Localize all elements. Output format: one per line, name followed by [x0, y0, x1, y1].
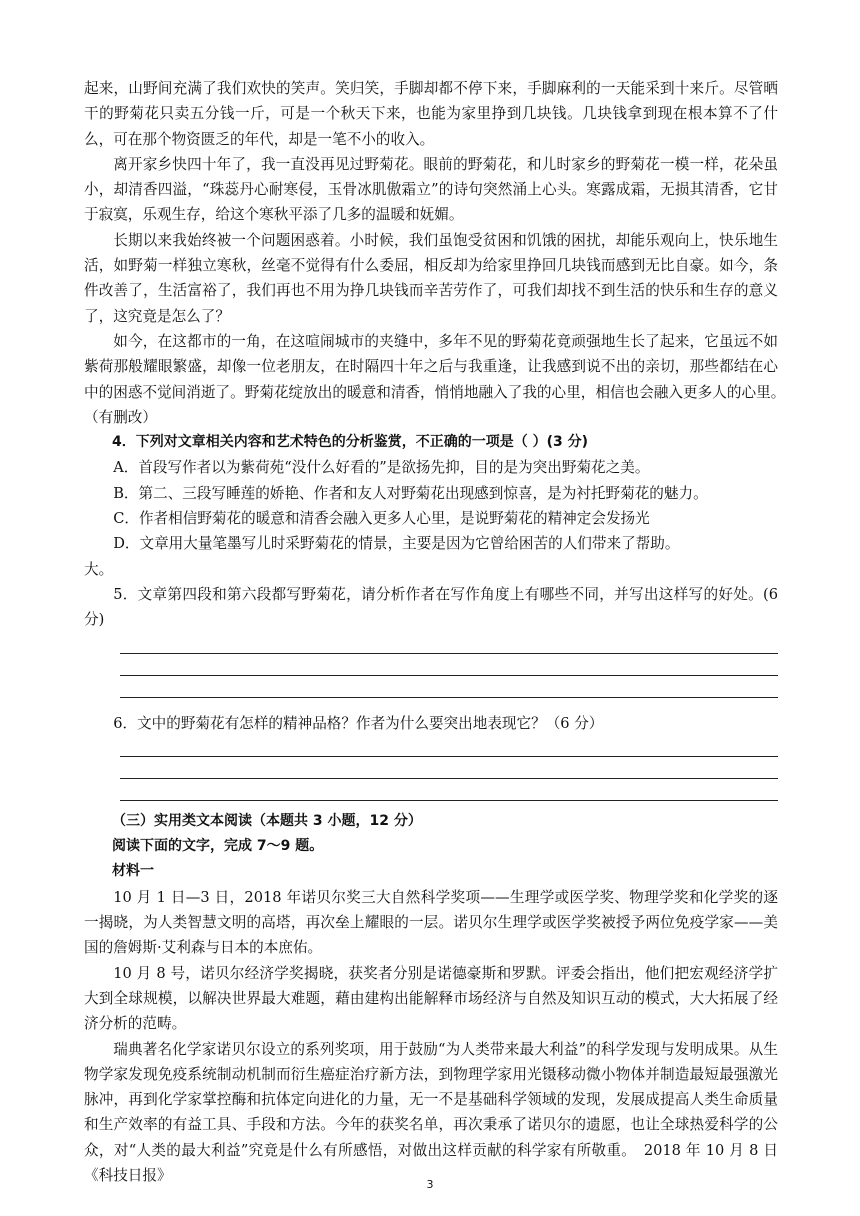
- passage-paragraph-3: 长期以来我始终被一个问题困惑着。小时候，我们虽饱受贫困和饥饿的困扰，却能乐观向上，快乐地生活，如野菊一样独立寒秋，丝毫不觉得有什么委屈，相反却为给家里挣回几块钱而感到无比自豪。如今，条件改善了，生活富裕了，我们再也不用为挣几块钱而辛苦劳作了，可我们却找不到生活的快乐和生存的意义了，这究竟是怎么了？: [84, 231, 778, 325]
- question-4-option-c: C．作者相信野菊花的暖意和清香会融入更多人心里，是说野菊花的精神定会发扬光: [113, 510, 650, 528]
- question-6: 6．文中的野菊花有怎样的精神品格？作者为什么要突出地表现它？（6 分）: [113, 714, 604, 732]
- material-1-label: 材料一: [112, 863, 154, 880]
- page-number: 3: [426, 1178, 434, 1191]
- document-page: [84, 76, 837, 1188]
- question-4-option-a: A．首段写作者以为紫荷苑“没什么好看的”是欲扬先抑，目的是为突出野菊花之美。: [113, 459, 650, 477]
- question-5: 5．文章第四段和第六段都写野菊花，请分析作者在写作角度上有哪些不同，并写出这样写的好处。(6 分): [84, 585, 778, 629]
- section-3-instruction: 阅读下面的文字，完成 7～9 题。: [112, 838, 324, 855]
- question-4-option-c-tail: 大。: [84, 560, 114, 578]
- passage-paragraph-4: 如今，在这都市的一角，在这喧闹城市的夹缝中，多年不见的野菊花竟顽强地生长了起来，它虽远不如紫荷那般耀眼繁盛，却像一位老朋友，在时隔四十年之后与我重逢，让我感到说不出的亲切，那些都结在心中的困惑不觉间消逝了。野菊花绽放出的暖意和清香，悄悄地融入了我的心里，相信也会融入更多人的心里。 （有删改）: [84, 332, 837, 426]
- passage-paragraph-1: 起来，山野间充满了我们欢快的笑声。笑归笑，手脚却都不停下来，手脚麻利的一天能采到十来斤。尽管晒干的野菊花只卖五分钱一斤，可是一个秋天下来，也能为家里挣到几块钱。几块钱拿到现在根本算不了什么，可在那个物资匮乏的年代，却是一笔不小的收入。: [84, 80, 778, 148]
- material-1-paragraph-1: 10 月 1 日—3 日，2018 年诺贝尔奖三大自然科学奖项——生理学或医学奖、物理学奖和化学奖的逐一揭晓，为人类智慧文明的高塔，再次垒上耀眼的一层。诺贝尔生理学或医学奖被授予两位免疫学家——美国的詹姆斯·艾利森与日本的本庶佑。: [84, 888, 778, 957]
- question-4-option-b: B．第二、三段写睡莲的娇艳、作者和友人对野菊花出现感到惊喜，是为衬托野菊花的魅力。: [113, 484, 708, 502]
- material-1-paragraph-3: 瑞典著名化学家诺贝尔设立的系列奖项，用于鼓励“为人类带来最大利益”的科学发现与发明成果。从生物学家发现免疫系统制动机制而衍生癌症治疗新方法，到物理学家用光镊移动微小物体并制造最短最强激光脉冲，再到化学家掌控酶和抗体定向进化的力量，无一不是基础科学领域的发现，发展成提高人类生命质量和生产效率的有益工具、手段和方法。今年的获奖名单，再次秉承了诺贝尔的遗愿，也让全球热爱科学的公众，对“人类的最大利益”究竟是什么有所感悟，对做出这样贡献的科学家有所敬重。 2018 年 10 月 8 日《科技日报》: [84, 1040, 778, 1184]
- section-3-heading: （三）实用类文本阅读（本题共 3 小题，12 分）: [112, 812, 422, 829]
- question-4-option-d: D．文章用大量笔墨写儿时采野菊花的情景，主要是因为它曾给困苦的人们带来了帮助。: [113, 535, 680, 553]
- material-1-paragraph-2: 10 月 8 号，诺贝尔经济学奖揭晓，获奖者分别是诺德豪斯和罗默。评委会指出，他们把宏观经济学扩大到全球规模，以解决世界最大难题，藉由建构出能解释市场经济与自然及知识互动的模式，大大拓展了经济分析的范畴。: [84, 964, 778, 1033]
- question-4-stem: 4．下列对文章相关内容和艺术特色的分析鉴赏，不正确的一项是（ ）(3 分): [112, 434, 589, 451]
- passage-paragraph-2: 离开家乡快四十年了，我一直没再见过野菊花。眼前的野菊花，和儿时家乡的野菊花一模一样，花朵虽小，却清香四溢，“珠蕊丹心耐寒侵，玉骨冰肌傲霜立”的诗句突然涌上心头。寒露成霜，无损其清香，它甘于寂寞，乐观生存，给这个寒秋平添了几多的温暖和妩媚。: [84, 155, 778, 224]
